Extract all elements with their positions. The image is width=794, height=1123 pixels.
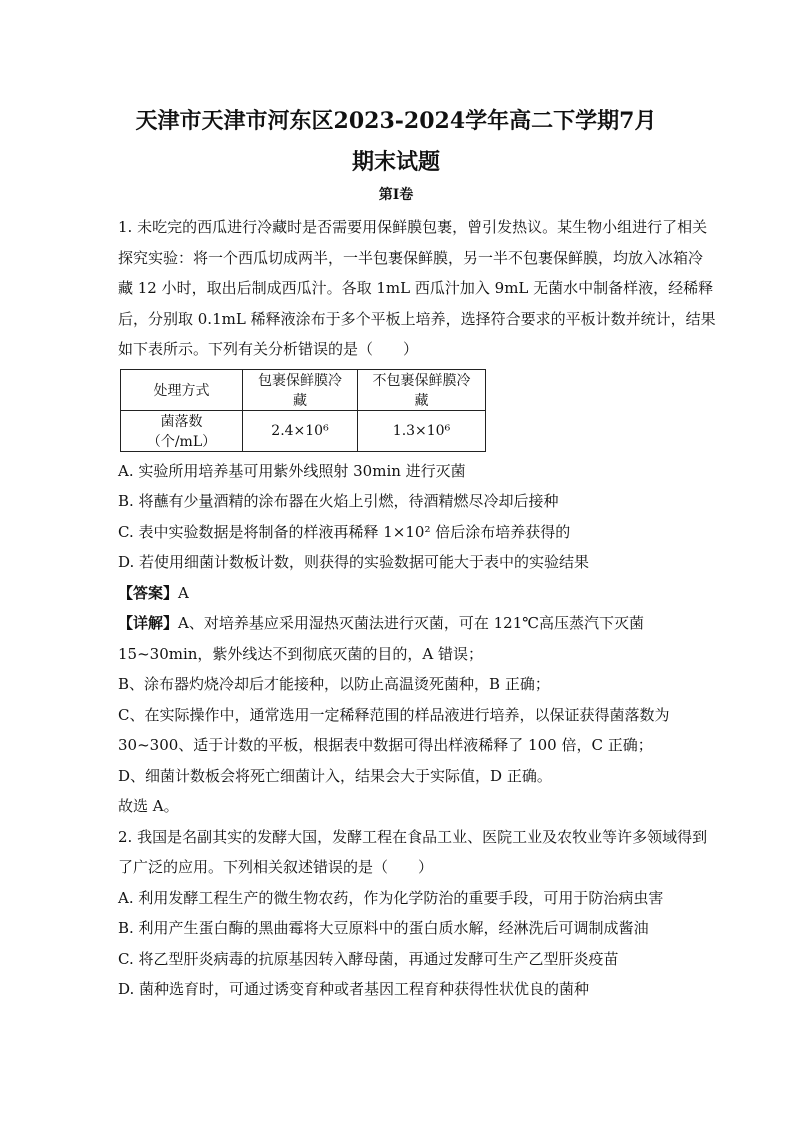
question-1-line: 后，分别取 0.1mL 稀释液涂布于多个平板上培养，选择符合要求的平板计数并统计，结果 bbox=[118, 309, 716, 328]
question-1-line: 1. 未吃完的西瓜进行冷藏时是否需要用保鲜膜包裹，曾引发热议。某生物小组进行了相关 bbox=[118, 218, 708, 236]
detail-line: D、细菌计数板会将死亡细菌计入，结果会大于实际值，D 正确。 bbox=[118, 766, 552, 785]
question-1 bbox=[118, 212, 716, 822]
question-2-line: 2. 我国是名副其实的发酵大国，发酵工程在食品工业、医院工业及农牧业等许多领域得到 bbox=[118, 827, 708, 846]
section-heading: 第I卷 bbox=[378, 187, 414, 203]
detail-line: B、涂布器灼烧冷却后才能接种，以防止高温烫死菌种，B 正确； bbox=[118, 675, 550, 693]
detail-text: A、对培养基应采用湿热灭菌法进行灭菌，可在 121℃高压蒸汽下灭菌 bbox=[178, 614, 645, 632]
option-a: A. 利用发酵工程生产的微生物农药，作为化学防治的重要手段，可用于防治病虫害 bbox=[118, 888, 664, 907]
table-cell: 2.4×10⁶ bbox=[243, 410, 358, 451]
option-d: D. 菌种选育时，可通过诱变育种或者基因工程育种获得性状优良的菌种 bbox=[118, 980, 590, 998]
table-row bbox=[121, 410, 486, 451]
answer-value: A bbox=[178, 583, 189, 602]
option-b: B. 将蘸有少量酒精的涂布器在火焰上引燃，待酒精燃尽冷却后接种 bbox=[118, 492, 559, 510]
page-title: 天津市天津市河东区2023-2024学年高二下学期7月 bbox=[135, 108, 657, 134]
option-a: A. 实验所用培养基可用紫外线照射 30min 进行灭菌 bbox=[118, 461, 466, 480]
page-subtitle: 期末试题 bbox=[351, 149, 440, 175]
detail-label: 【详解】 bbox=[118, 614, 179, 632]
detail-line: 30~300、适于计数的平板，根据表中数据可得出样液稀释了 100 倍，C 正确； bbox=[118, 736, 653, 754]
detail-line: C、在实际操作中，通常选用一定稀释范围的样品液进行培养，以保证获得菌落数为 bbox=[118, 705, 670, 724]
table-header-cell: 处理方式 bbox=[121, 369, 243, 410]
option-c: C. 将乙型肝炎病毒的抗原基因转入酵母菌，再通过发酵可生产乙型肝炎疫苗 bbox=[118, 949, 619, 968]
option-d: D. 若使用细菌计数板计数，则获得的实验数据可能大于表中的实验结果 bbox=[118, 553, 590, 571]
question-2-line: 了广泛的应用。下列相关叙述错误的是（ ） bbox=[118, 858, 434, 876]
table-header-row bbox=[121, 369, 486, 410]
question-1-line: 如下表所示。下列有关分析错误的是（ ） bbox=[118, 340, 419, 358]
option-b: B. 利用产生蛋白酶的黑曲霉将大豆原料中的蛋白质水解，经淋洗后可调制成酱油 bbox=[118, 919, 649, 937]
answer-line bbox=[118, 578, 674, 609]
table-cell: 1.3×10⁶ bbox=[358, 410, 486, 451]
answer-label: 【答案】 bbox=[118, 583, 179, 602]
question-1-line: 探究实验：将一个西瓜切成两半，一半包裹保鲜膜，另一半不包裹保鲜膜，均放入冰箱冷 bbox=[118, 248, 704, 267]
detail-line bbox=[118, 608, 674, 639]
detail-line: 故选 A。 bbox=[118, 797, 179, 815]
table-row-label: 菌落数（个/mL） bbox=[121, 410, 243, 451]
question-1-line: 藏 12 小时，取出后制成西瓜汁。各取 1mL 西瓜汁加入 9mL 无菌水中制备样液，经稀释 bbox=[118, 279, 714, 297]
table-header-cell: 不包裹保鲜膜冷藏 bbox=[358, 369, 486, 410]
results-table bbox=[120, 369, 486, 452]
detail-line: 15~30min，紫外线达不到彻底灭菌的目的，A 错误； bbox=[118, 644, 484, 663]
question-2 bbox=[118, 822, 708, 1005]
option-c: C. 表中实验数据是将制备的样液再稀释 1×10² 倍后涂布培养获得的 bbox=[118, 522, 571, 541]
table-header-cell: 包裹保鲜膜冷藏 bbox=[243, 369, 358, 410]
